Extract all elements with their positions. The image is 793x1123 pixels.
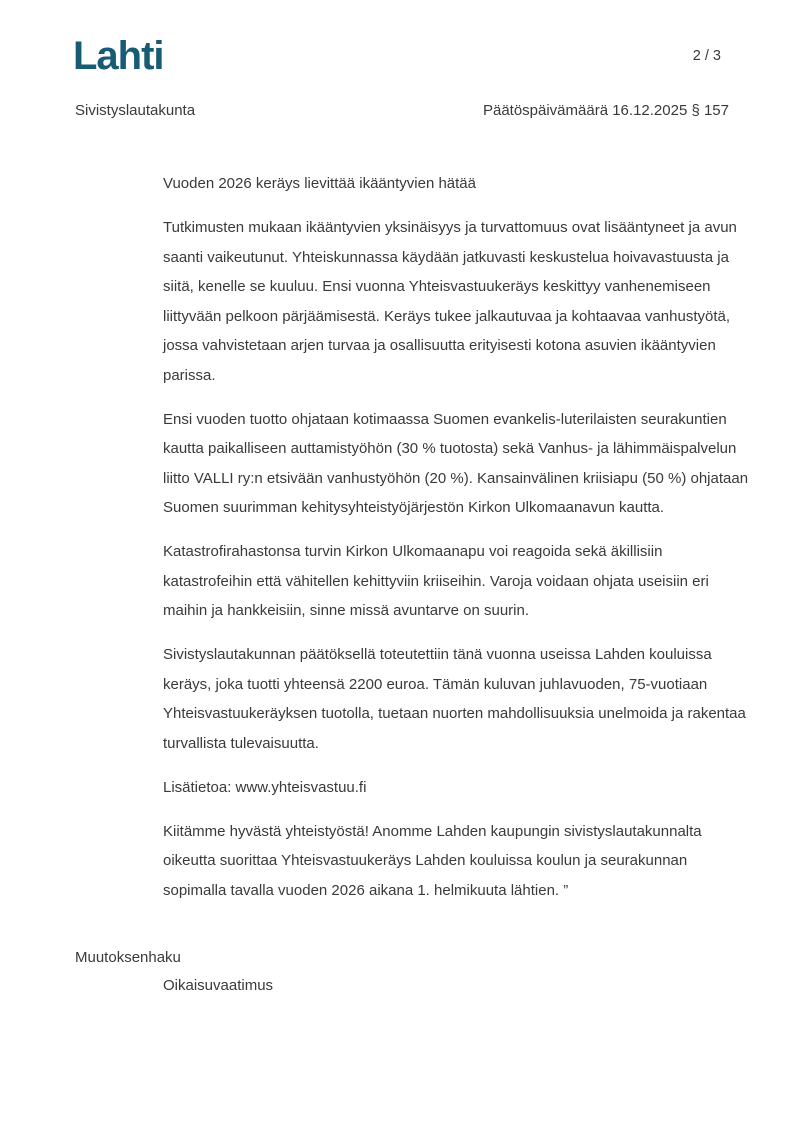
body-heading: Vuoden 2026 keräys lievittää ikääntyvien hätää xyxy=(163,175,476,192)
body-paragraph: Katastrofirahastonsa turvin Kirkon Ulkomaanapu voi reagoida sekä äkillisiin katastrofeihin että vähitellen kehittyviin kriiseihin. Varoja voidaan ohjata useisiin eri maihin ja hankkeisiin, sinne missä avuntarve on suurin. xyxy=(163,543,709,619)
body-paragraph: Ensi vuoden tuotto ohjataan kotimaassa Suomen evankelis-luterilaisten seurakuntien kautta paikalliseen auttamistyöhön (30 % tuotosta) sekä Vanhus- ja lähimmäispalvelun liitto VALLI ry:n etsivään vanhustyöhön (20 %). Kansainvälinen kriisiapu (50 %) ohjataan Suomen suurimman kehitysyhteistyöjärjestön Kirkon Ulkomaanavun kautta. xyxy=(163,410,749,516)
document-body xyxy=(163,169,749,920)
body-paragraph: Tutkimusten mukaan ikääntyvien yksinäisyys ja turvattomuus ovat lisääntyneet ja avun saanti vaikeutunut. Yhteiskunnassa käydään jatkuvasti keskustelua hoivavastuusta ja siitä, kenelle se kuuluu. Ensi vuonna Yhteisvastuukeräys keskittyy vanhenemiseen liittyvään pelkoon pärjäämisestä. Keräys tukee jalkautuvaa ja kohtaavaa vanhustyötä, jossa vahvistetaan arjen turvaa ja osallisuutta erityisesti kotona asuvien ikääntyvien parissa. xyxy=(163,219,737,384)
body-paragraph: Kiitämme hyvästä yhteistyöstä! Anomme Lahden kaupungin sivistyslautakunnalta oikeutta suorittaa Yhteisvastuukeräys Lahden kouluissa koulun ja seurakunnan sopimalla tavalla vuoden 2026 aikana 1. helmikuuta lähtien. ” xyxy=(163,822,702,899)
body-paragraph: Sivistyslautakunnan päätöksellä toteutettiin tänä vuonna useissa Lahden kouluissa keräys, joka tuotti yhteensä 2200 euroa. Tämän kuluvan juhlavuoden, 75-vuotiaan Yhteisvastuukeräyksen tuotolla, tuetaan nuorten mahdollisuuksia unelmoida ja rakentaa turvallista tulevaisuutta. xyxy=(163,646,746,752)
committee-name: Sivistyslautakunta xyxy=(75,102,196,119)
body-paragraph: Lisätietoa: www.yhteisvastuu.fi xyxy=(163,778,367,796)
appeal-section-label: Muutoksenhaku xyxy=(75,949,181,966)
header-meta-row xyxy=(75,102,729,119)
decision-date: Päätöspäivämäärä 16.12.2025 § 157 xyxy=(482,102,729,119)
appeal-method: Oikaisuvaatimus xyxy=(163,977,274,994)
page-number: 2 / 3 xyxy=(692,48,721,64)
lahti-logo: Lahti xyxy=(73,34,164,78)
